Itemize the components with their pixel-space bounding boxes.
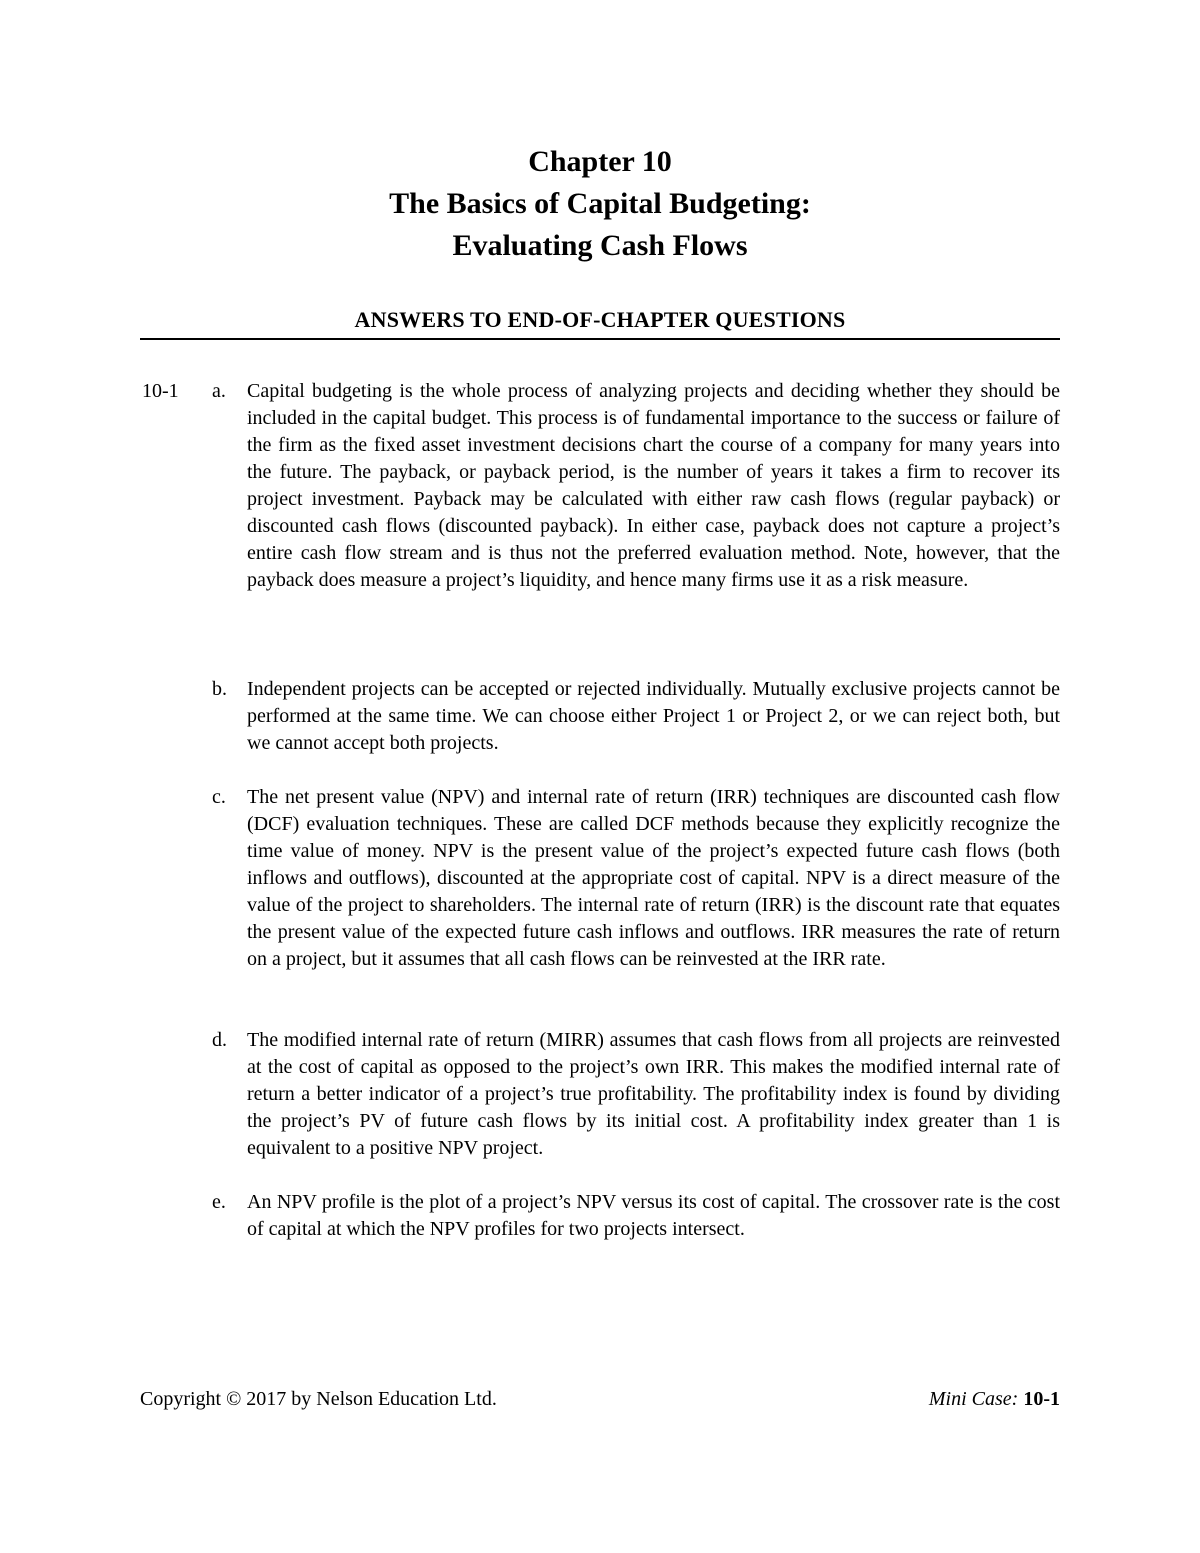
answer-b [212,676,1060,757]
answer-text: Capital budgeting is the whole process of analyzing projects and deciding whether they should be included in the capital budget. This process is of fundamental importance to the success or failure of the firm as the fixed asset investment decisions chart the course of a company for many years into the future. The payback, or payback period, is the number of years it takes a firm to recover its project investment. Payback may be calculated with either raw cash flows (regular payback) or discounted cash flows (discounted payback). In either case, payback does not capture a project’s entire cash flow stream and is thus not the preferred evaluation method. Note, however, that the payback does measure a project’s liquidity, and hence many firms use it as a risk measure. [247,380,1060,591]
answer-c [212,784,1060,973]
chapter-title-line-2: Evaluating Cash Flows [452,229,748,262]
chapter-number-line: Chapter 10 [528,145,672,178]
answer-text: Independent projects can be accepted or rejected individually. Mutually exclusive projects cannot be performed at the same time. We can choose either Project 1 or Project 2, or we can reject both, but we cannot accept both projects. [247,678,1060,754]
answer-letter: b. [212,678,227,700]
heading-rule [140,338,1060,340]
answer-letter: a. [212,380,226,402]
page-number: 10-1 [1023,1388,1060,1410]
page-label [929,1386,1060,1413]
chapter-title [140,141,1060,267]
chapter-title-line-1: The Basics of Capital Budgeting: [389,187,811,220]
answer-letter: e. [212,1191,226,1213]
mini-case-label: Mini Case: [928,1388,1019,1410]
answer-text: An NPV profile is the plot of a project’s NPV versus its cost of capital. The crossover rate is the cost of capital at which the NPV profiles for two projects intersect. [247,1191,1060,1240]
answer-letter: c. [212,786,226,808]
copyright-notice: Copyright © 2017 by Nelson Education Ltd. [140,1388,497,1410]
answer-e [212,1189,1060,1243]
question-number: 10-1 [142,380,179,402]
answer-text: The net present value (NPV) and internal rate of return (IRR) techniques are discounted cash flow (DCF) evaluation techniques. These are called DCF methods because they explicitly recognize the time value of money. NPV is the present value of the project’s expected future cash flows (both inflows and outflows), discounted at the appropriate cost of capital. NPV is a direct measure of the value of the project to shareholders. The internal rate of return (IRR) is the discount rate that equates the present value of the expected future cash inflows and outflows. IRR measures the rate of return on a project, but it assumes that all cash flows can be reinvested at the IRR rate. [247,786,1060,970]
answer-letter: d. [212,1029,227,1051]
answer-d [212,1027,1060,1162]
answer-text: The modified internal rate of return (MIRR) assumes that cash flows from all projects are reinvested at the cost of capital as opposed to the project’s own IRR. This makes the modified internal rate of return a better indicator of a project’s true profitability. The profitability index is found by dividing the project’s PV of future cash flows by its initial cost. A profitability index greater than 1 is equivalent to a positive NPV project. [247,1029,1060,1159]
answer-a [212,378,1060,594]
section-heading: ANSWERS TO END-OF-CHAPTER QUESTIONS [354,307,846,332]
